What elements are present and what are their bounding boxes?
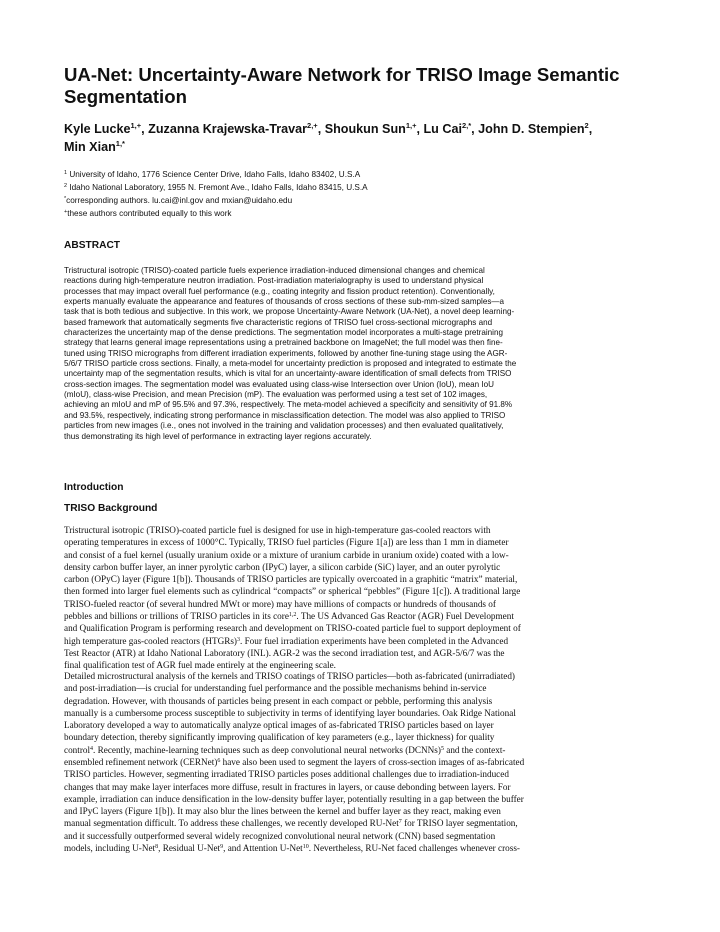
text-line <box>64 707 660 719</box>
affiliation-note: *corresponding authors. lu.cai@inl.gov and mxian@uidaho.edu <box>64 196 293 205</box>
text-run: final qualification test of AGR fuel made entirely at the engineering scale. <box>64 660 336 671</box>
text-line <box>64 817 660 829</box>
text-run: , Residual U-Net <box>158 842 221 853</box>
text-line: 5/6/7 TRISO particle cross sections. Finally, a meta-model for uncertainty prediction is proposed and integrated to estimate the <box>64 359 517 369</box>
author: Kyle Lucke$^{1,+}$ <box>64 121 142 136</box>
text-line <box>64 647 660 659</box>
text-line: cross-section images. The segmentation model was evaluated using class-wise Intersection over Union (IoU), mean IoU <box>64 379 494 389</box>
text-run: for TRISO layer segmentation, <box>401 818 518 829</box>
text-line: particles from new images (i.e., ones not involved in the training and validation processes) and then evaluated qualitatively, <box>64 421 504 431</box>
text-run: and IPyC layers (Figure 1[b]). It may also blur the lines between the kernel and buffer layer as they react, making even <box>64 806 501 817</box>
affiliation: $^2$ Idaho National Laboratory, 1955 N. Fremont Ave., Idaho Falls, Idaho 83415, U.S.A <box>64 183 368 192</box>
text-run: changes that may make layer interfaces more diffuse, result in fractures in layers, or cause debonding between layers. For <box>64 781 511 792</box>
text-run: TRISO-fueled reactor (of several hundred MWt or more) may have millions of compacts or hundreds of thousands of <box>64 598 496 609</box>
text-run: pebbles and billions or trillions of TRISO particles in its core <box>64 610 289 621</box>
section-heading-introduction: Introduction <box>64 482 124 493</box>
text-line: characterizes the uncertainty map of the dense predictions. The segmentation model incorporates a multi-stage pretraining <box>64 328 503 338</box>
citation-superscript: 10 <box>302 843 309 850</box>
citation-superscript: 4 <box>90 745 94 752</box>
text-run: carbon (OPyC) layer (Figure 1[b]). Thousands of TRISO particles are typically overcoated in a graphitic “matrix” material, <box>64 574 518 585</box>
text-run: and it successfully outperformed several widely recognized convolutional neural network (CNN) based segmentation <box>64 830 496 841</box>
text-line <box>64 561 660 573</box>
text-line: reactions during high-temperature neutron irradiation. Post-irradiation materialography is used to understand physical <box>64 276 484 286</box>
affiliation: $^1$ University of Idaho, 1776 Science Center Drive, Idaho Falls, Idaho 83402, U.S.A <box>64 170 361 179</box>
affiliation-note: +these authors contributed equally to this work <box>64 209 232 218</box>
body-paragraph <box>64 670 660 854</box>
text-run: and Qualification Program is performing research and development on TRISO-coated particle fuel to support deployment of <box>64 623 521 634</box>
text-run: example, irradiation can induce densification in the low-density buffer layer, potentially resulting in a gap between the buffer <box>64 793 524 804</box>
text-run: boundary detection, thereby significantly improving qualification of key parameters (e.g., layer thickness) for quality <box>64 732 495 743</box>
text-line: based framework that automatically segments five characteristic regions of TRISO fuel cross-sectional micrographs and <box>64 317 493 327</box>
text-line <box>64 731 660 743</box>
text-line: Tristructural isotropic (TRISO)-coated particle fuels experience irradiation-induced dimensional changes and chemical <box>64 266 485 275</box>
text-line <box>64 610 660 622</box>
text-line <box>64 756 660 768</box>
text-run: . Recently, machine-learning techniques such as deep convolutional neural networks (DCNNs) <box>93 744 441 755</box>
text-line: strategy that learns general image representations using a pretrained backbone on ImageNet; the full model was then fine- <box>64 338 503 348</box>
text-line <box>64 781 660 793</box>
text-run: . <box>296 610 299 621</box>
abstract-heading: ABSTRACT <box>64 240 121 251</box>
text-run: , and Attention U-Net <box>223 842 303 853</box>
text-line <box>64 842 660 854</box>
citation-superscript: 3 <box>236 636 240 643</box>
author: Lu Cai$^{2,*}$ <box>423 121 472 136</box>
text-line <box>64 585 660 597</box>
text-line <box>64 536 660 548</box>
text-run: and post-irradiation—is crucial for understanding fuel performance and the possible mechanisms behind in-service <box>64 683 487 694</box>
text-line <box>64 635 660 647</box>
citation-superscript: 8 <box>155 843 159 850</box>
citation-superscript: 7 <box>398 819 402 826</box>
text-line <box>64 573 660 585</box>
text-run: and consist of a fuel kernel (usually uranium oxide or a mixture of uranium carbide in uranium oxide) coated with a low- <box>64 549 509 560</box>
text-line <box>64 793 660 805</box>
text-line: processes that may impact overall fuel performance (e.g., coating integrity and fission product retention). Conventionally, <box>64 286 495 296</box>
text-run: degradation. However, with thousands of particles being present in each compact or pebble, performing this analysis <box>64 695 493 706</box>
body-paragraph <box>64 524 660 671</box>
text-line: (mIoU), class-wise Precision, and mean Precision (mP). The evaluation was performed using a test set of 102 images, <box>64 390 488 400</box>
text-line <box>64 695 660 707</box>
text-run: have also been used to segment the layers of cross-section images of as-fabricated <box>220 756 525 767</box>
text-run: then formed into larger fuel elements such as cylindrical “compacts” or spherical “pebbles” (Figure 1[c]). A traditional large <box>64 586 521 597</box>
text-run: Test Reactor (ATR) at Idaho National Laboratory (INL). AGR-2 was the second irradiation test, and AGR-5/6/7 was the <box>64 647 505 658</box>
text-line <box>64 598 660 610</box>
text-run: density carbon buffer layer, an inner pyrolytic carbon (IPyC) layer, a silicon carbide (SiC) layer, and an outer pyrolytic <box>64 561 501 572</box>
affiliation-list <box>64 168 664 220</box>
text-line <box>64 830 660 842</box>
text-line: achieving an mIoU and mP of 95.5% and 97.3%, respectively. The meta-model achieved a specificity and sensitivity of 91.8% <box>64 400 513 410</box>
paper-title: UA-Net: Uncertainty-Aware Network for TRISO Image Semantic Segmentation <box>64 64 620 107</box>
citation-superscript: 9 <box>220 843 224 850</box>
text-run: high temperature gas-cooled reactors (HTGRs) <box>64 635 237 646</box>
text-run: manual segmentation difficult. To address these challenges, we recently developed RU-Net <box>64 818 399 829</box>
abstract-text <box>64 266 660 442</box>
text-run: . Nevertheless, RU-Net faced challenges whenever cross- <box>308 842 520 853</box>
text-run: control <box>64 744 91 755</box>
text-line <box>64 524 660 536</box>
subsection-heading-triso-background: TRISO Background <box>64 503 158 514</box>
text-run: ensembled refinement network (CERNet) <box>64 756 218 767</box>
author-list: Kyle Lucke$^{1,+}$, Zuzanna Krajewska-Travar$^{2,+}$, Shoukun Sun$^{1,+}$, Lu Cai$^{2,*}$, John D. Stempien$^2$, Min Xian$^{1,*}$ <box>64 121 593 154</box>
text-run: and the context- <box>443 744 506 755</box>
text-run: TRISO particles. However, segmenting irradiated TRISO particles poses additional challenges due to irradiation-induced <box>64 769 509 780</box>
author: Zuzanna Krajewska-Travar$^{2,+}$ <box>148 121 318 136</box>
text-line <box>64 622 660 634</box>
text-run: manually is a cumbersome process susceptible to subjectivity in terms of identifying layer boundaries. Oak Ridge National <box>64 707 516 718</box>
text-line <box>64 670 660 682</box>
text-run: Laboratory developed a way to automatically analyze optical images of as-fabricated TRISO particles based on layer <box>64 720 494 731</box>
text-line: task that is both tedious and subjective. In this work, we propose Uncertainty-Aware Network (UA-Net), a novel deep learning- <box>64 307 515 317</box>
text-run: . Four fuel irradiation experiments have been completed in the Advanced <box>239 635 509 646</box>
citation-superscript: 6 <box>217 757 221 764</box>
text-run: Tristructural isotropic (TRISO)-coated particle fuel is designed for use in high-temperature gas-cooled reactors with <box>64 525 491 535</box>
text-run: The US Advanced Gas Reactor (AGR) Fuel Development <box>298 610 514 621</box>
text-line: tuned using TRISO micrographs from different irradiation experiments, followed by another fine-tuning stage using the AGR- <box>64 348 508 358</box>
text-line <box>64 768 660 780</box>
text-line <box>64 805 660 817</box>
citation-superscript: 1,2 <box>288 611 297 618</box>
text-run: operating temperatures in excess of 1000°C. Typically, TRISO fuel particles (Figure 1[a]) are less than 1 mm in diameter <box>64 537 509 548</box>
text-line: uncertainty map of the segmentation results, which is vital for an uncertainty-aware identification of small defects from TRISO <box>64 369 512 379</box>
author: John D. Stempien$^2$ <box>478 121 589 136</box>
citation-superscript: 5 <box>440 745 444 752</box>
text-line <box>64 744 660 756</box>
text-line: and 93.5%, respectively, indicating strong performance in misclassification detection. The model was also applied to TRISO <box>64 410 506 420</box>
author: Shoukun Sun$^{1,+}$ <box>324 121 417 136</box>
text-line <box>64 682 660 694</box>
text-line <box>64 719 660 731</box>
author: Min Xian$^{1,*}$ <box>64 139 125 154</box>
text-line: thus demonstrating its high level of performance in extracting layer regions accurately. <box>64 431 372 441</box>
text-line <box>64 549 660 561</box>
text-run: Detailed microstructural analysis of the kernels and TRISO coatings of TRISO particles—both as-fabricated (unirradiated) <box>64 671 515 681</box>
text-line: experts manually evaluate the appearance and features of thousands of cross sections of these sub-mm-sized samples—a <box>64 297 504 307</box>
text-run: models, including U-Net <box>64 842 156 853</box>
